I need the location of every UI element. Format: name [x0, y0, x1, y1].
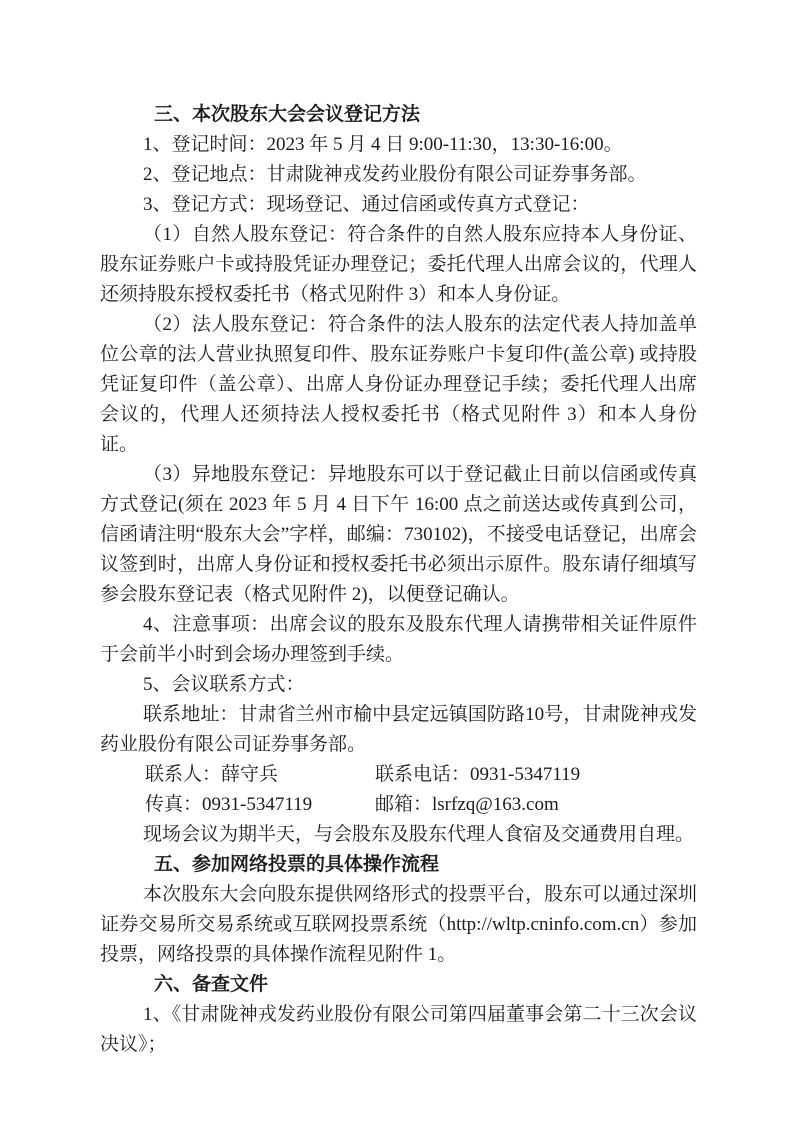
para-onsite-meeting-note: 现场会议为期半天，与会股东及股东代理人食宿及交通费用自理。 [143, 824, 695, 845]
para-reference-doc-1: 1、《甘肃陇神戎发药业股份有限公司第四届董事会第二十三次会议决议》； [100, 1004, 697, 1055]
para-online-voting: 本次股东大会向股东提供网络形式的投票平台，股东可以通过深圳证券交易所交易系统或互联网投票系统（http://wltp.cninfo.com.cn）参加投票，网络投票的具体操作流程见附件 1。 [100, 884, 697, 965]
para-registration-way: 3、登记方式：现场登记、通过信函或传真方式登记： [143, 194, 590, 215]
contact-row-fax-email [100, 790, 697, 820]
para-registration-place: 2、登记地点：甘肃陇神戎发药业股份有限公司证券事务部。 [143, 164, 647, 185]
contact-row-person-phone [100, 760, 697, 790]
contact-person: 联系人：薛守兵 [145, 764, 279, 785]
para-contact-address: 联系地址：甘肃省兰州市榆中县定远镇国防路10号，甘肃陇神戎发药业股份有限公司证券事务部。 [100, 704, 697, 755]
contact-phone: 联系电话：0931-5347119 [375, 764, 581, 785]
para-contact-method-title: 5、会议联系方式： [143, 674, 305, 695]
heading-online-voting: 五、参加网络投票的具体操作流程 [154, 854, 440, 875]
para-remote-shareholder-registration: （3）异地股东登记：异地股东可以于登记截止日前以信函或传真方式登记(须在 2023 年 5 月 4 日下午 16:00 点之前送达或传真到公司，信函请注明“股东大会”字样，邮编：730102)，不接受电话登记，出席会议签到时，出席人身份证和授权委托书必须出示原件。股东请仔细填写参会股东登记表（格式见附件 2)，以便登记确认。 [100, 464, 697, 605]
para-registration-time: 1、登记时间：2023 年 5 月 4 日 9:00-11:30，13:30-16:00。 [143, 134, 623, 155]
contact-fax: 传真：0931-5347119 [145, 794, 313, 815]
heading-reference-documents: 六、备查文件 [154, 974, 269, 995]
para-notice: 4、注意事项：出席会议的股东及股东代理人请携带相关证件原件于会前半小时到会场办理签到手续。 [100, 614, 697, 665]
para-natural-person-registration: （1）自然人股东登记：符合条件的自然人股东应持本人身份证、股东证券账户卡或持股凭证办理登记；委托代理人出席会议的，代理人还须持股东授权委托书（格式见附件 3）和本人身份证。 [100, 224, 697, 305]
document-content [100, 100, 697, 1060]
para-legal-person-registration: （2）法人股东登记：符合条件的法人股东的法定代表人持加盖单位公章的法人营业执照复印件、股东证券账户卡复印件(盖公章) 或持股凭证复印件（盖公章）、出席人身份证办理登记手续；委托代理人出席会议的，代理人还须持法人授权委托书（格式见附件 3）和本人身份证。 [100, 314, 697, 455]
heading-registration-method: 三、本次股东大会会议登记方法 [154, 104, 421, 125]
contact-email: 邮箱：lsrfzq@163.com [375, 794, 559, 815]
